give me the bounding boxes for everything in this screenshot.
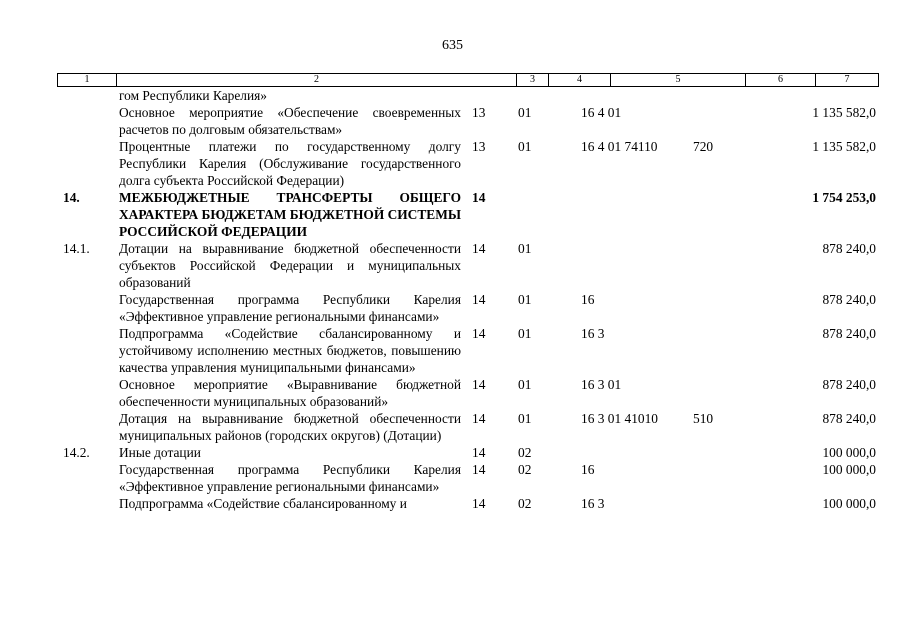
- row-section: 14: [472, 496, 486, 511]
- row-amount: 878 240,0: [822, 411, 876, 426]
- row-subsection: 02: [518, 462, 532, 477]
- row-section: 14: [472, 445, 486, 460]
- row-amount: 100 000,0: [822, 445, 876, 460]
- row-target-article: 16 4 01: [581, 105, 622, 120]
- table-row: [0, 461, 905, 495]
- table-row: [0, 495, 905, 512]
- row-amount: 100 000,0: [822, 496, 876, 511]
- row-section: 14: [472, 190, 486, 205]
- row-subsection: 01: [518, 139, 532, 154]
- row-target-article: 16 3: [581, 326, 605, 341]
- table-row: [0, 87, 905, 104]
- row-subsection: 01: [518, 377, 532, 392]
- table-header: [57, 73, 879, 87]
- row-description: гом Республики Карелия»: [119, 88, 267, 103]
- row-target-article: 16 4 01 74110: [581, 139, 658, 154]
- row-expense-type: 720: [693, 139, 714, 154]
- row-target-article: 16 3 01: [581, 377, 622, 392]
- row-number: 14.1.: [63, 241, 90, 256]
- table-row: [0, 104, 905, 138]
- header-col-7: 7: [815, 74, 878, 86]
- row-subsection: 01: [518, 241, 532, 256]
- row-subsection: 01: [518, 411, 532, 426]
- row-amount: 878 240,0: [822, 292, 876, 307]
- row-description: Основное мероприятие «Выравнивание бюджетной обеспеченности муниципальных образований»: [119, 377, 461, 409]
- table-row: [0, 376, 905, 410]
- row-target-article: 16 3 01 41010: [581, 411, 658, 426]
- row-description: Процентные платежи по государственному долгу Республики Карелия (Обслуживание государственного долга субъекта Российской Федерации): [119, 139, 461, 188]
- row-amount: 1 135 582,0: [812, 105, 876, 120]
- row-subsection: 01: [518, 326, 532, 341]
- header-col-4: 4: [548, 74, 610, 86]
- row-description: МЕЖБЮДЖЕТНЫЕ ТРАНСФЕРТЫ ОБЩЕГО ХАРАКТЕРА БЮДЖЕТАМ БЮДЖЕТНОЙ СИСТЕМЫ РОССИЙСКОЙ ФЕДЕРАЦИИ: [119, 190, 461, 239]
- row-description: Государственная программа Республики Карелия «Эффективное управление региональными финансами»: [119, 462, 461, 494]
- header-col-5: 5: [610, 74, 745, 86]
- table-row-section-heading: [0, 189, 905, 240]
- row-description: Основное мероприятие «Обеспечение своевременных расчетов по долговым обязательствам»: [119, 105, 461, 137]
- row-section: 14: [472, 326, 486, 341]
- row-amount: 100 000,0: [822, 462, 876, 477]
- table-row: [0, 410, 905, 444]
- row-amount: 878 240,0: [822, 377, 876, 392]
- table-row: [0, 444, 905, 461]
- table-row: [0, 138, 905, 189]
- page-number: 635: [442, 38, 463, 53]
- row-section: 14: [472, 292, 486, 307]
- row-section: 14: [472, 411, 486, 426]
- row-description: Дотация на выравнивание бюджетной обеспеченности муниципальных районов (городских округов) (Дотации): [119, 411, 461, 443]
- budget-table-body: [0, 87, 905, 512]
- row-expense-type: 510: [693, 411, 714, 426]
- header-col-1: 1: [84, 74, 90, 85]
- row-target-article: 16 3: [581, 496, 605, 511]
- row-section: 14: [472, 241, 486, 256]
- row-description: Подпрограмма «Содействие сбалансированному и устойчивому исполнению местных бюджетов, повышению качества управления муниципальными финансами»: [119, 326, 461, 375]
- header-col-2: 2: [116, 74, 516, 86]
- row-amount: 1 135 582,0: [812, 139, 876, 154]
- row-target-article: 16: [581, 462, 595, 477]
- row-description: Иные дотации: [119, 445, 201, 460]
- row-description: Государственная программа Республики Карелия «Эффективное управление региональными финансами»: [119, 292, 461, 324]
- row-amount: 1 754 253,0: [812, 190, 876, 205]
- row-subsection: 01: [518, 105, 532, 120]
- row-amount: 878 240,0: [822, 326, 876, 341]
- row-number: 14.2.: [63, 445, 90, 460]
- table-row: [0, 291, 905, 325]
- row-subsection: 02: [518, 496, 532, 511]
- row-section: 13: [472, 139, 486, 154]
- row-description: Подпрограмма «Содействие сбалансированному и: [119, 496, 407, 511]
- row-description: Дотации на выравнивание бюджетной обеспеченности субъектов Российской Федерации и муниципальных образований: [119, 241, 461, 290]
- table-row: [0, 240, 905, 291]
- row-section: 14: [472, 462, 486, 477]
- header-col-3: 3: [516, 74, 548, 86]
- header-col-6: 6: [745, 74, 815, 86]
- row-subsection: 02: [518, 445, 532, 460]
- row-amount: 878 240,0: [822, 241, 876, 256]
- row-subsection: 01: [518, 292, 532, 307]
- row-target-article: 16: [581, 292, 595, 307]
- table-row: [0, 325, 905, 376]
- row-section: 13: [472, 105, 486, 120]
- row-section: 14: [472, 377, 486, 392]
- row-number: 14.: [63, 190, 80, 205]
